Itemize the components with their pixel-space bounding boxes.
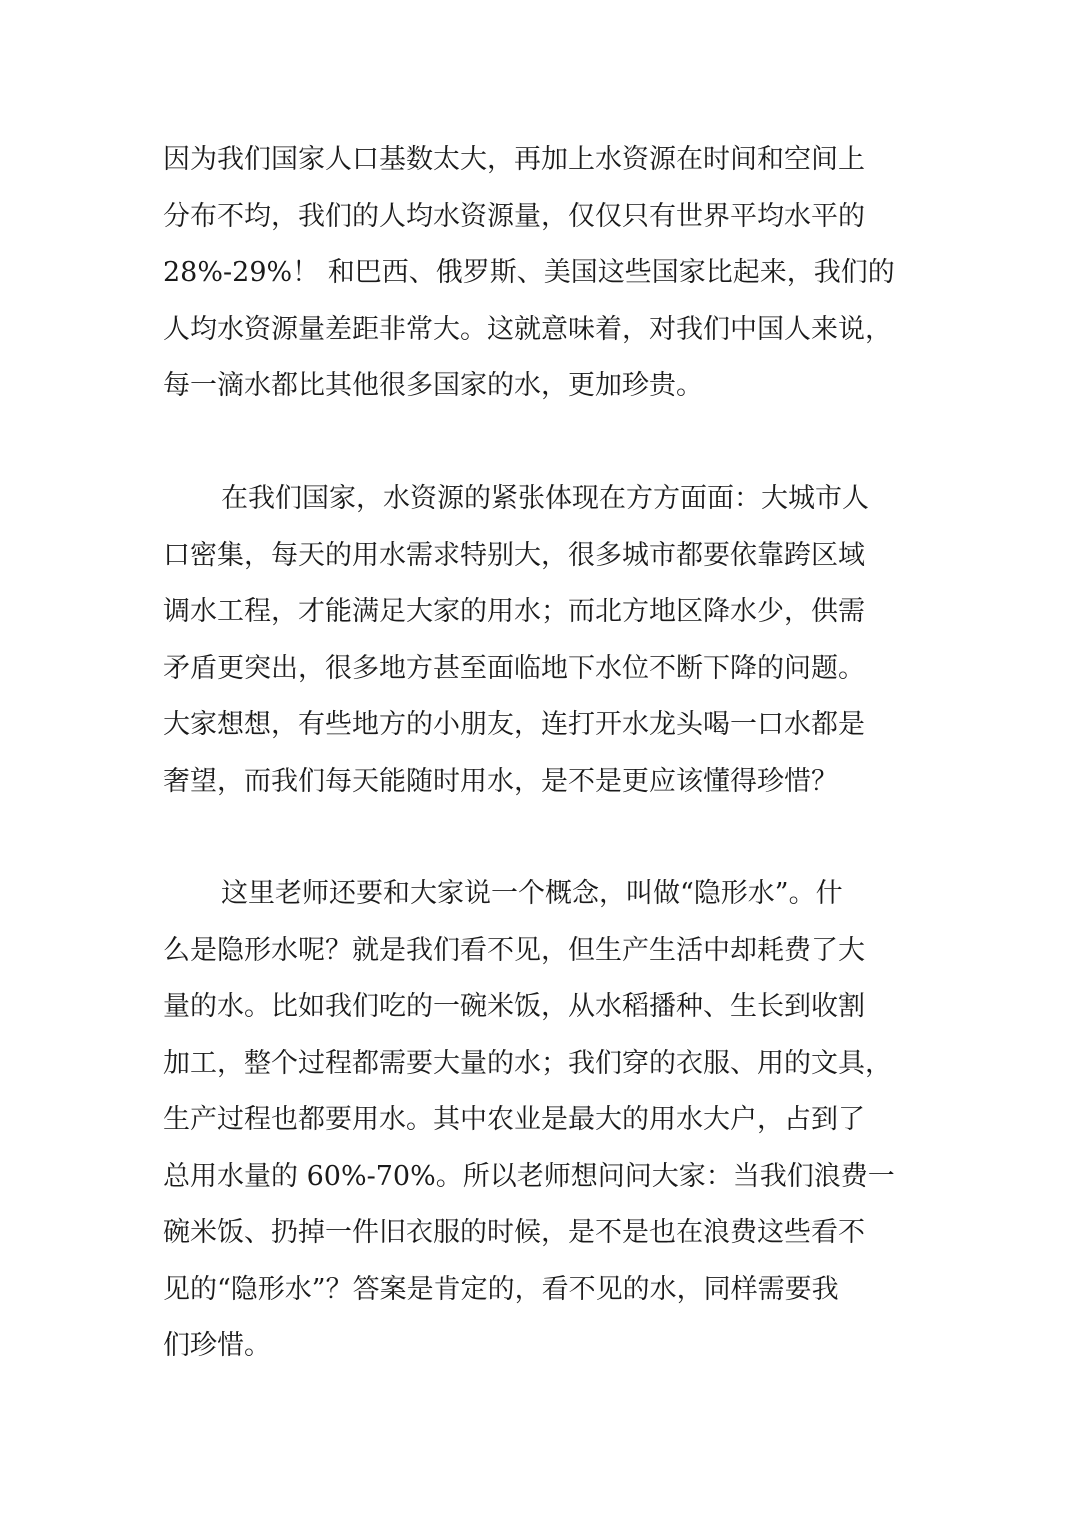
text-line: 这里老师还要和大家说一个概念，叫做“隐形水”。什 — [221, 878, 843, 909]
paragraph-invisible-water — [163, 866, 923, 1375]
text-line: 28%-29%！ 和巴西、俄罗斯、美国这些国家比起来，我们的 — [163, 257, 895, 288]
paragraph-water-shortage — [163, 471, 923, 810]
text-line: 大家想想，有些地方的小朋友，连打开水龙头喝一口水都是 — [163, 709, 865, 740]
text-line: 总用水量的 60%-70%。所以老师想问问大家：当我们浪费一 — [163, 1160, 895, 1192]
text-line: 每一滴水都比其他很多国家的水，更加珍贵。 — [163, 370, 703, 401]
paragraph-water-per-capita — [163, 132, 923, 415]
text-line: 奢望，而我们每天能随时用水，是不是更应该懂得珍惜？ — [163, 765, 838, 797]
text-line: 生产过程也都要用水。其中农业是最大的用水大户，占到了 — [163, 1104, 865, 1135]
text-line: 分布不均，我们的人均水资源量，仅仅只有世界平均水平的 — [163, 200, 865, 232]
text-line: 口密集，每天的用水需求特别大，很多城市都要依靠跨区域 — [163, 539, 865, 571]
text-line: 人均水资源量差距非常大。这就意味着，对我们中国人来说， — [163, 313, 892, 345]
text-line: 加工，整个过程都需要大量的水；我们穿的衣服、用的文具， — [163, 1047, 892, 1079]
text-line: 么是隐形水呢？就是我们看不见，但生产生活中却耗费了大 — [163, 934, 865, 966]
text-line: 因为我们国家人口基数太大，再加上水资源在时间和空间上 — [163, 144, 865, 175]
text-line: 调水工程，才能满足大家的用水；而北方地区降水少，供需 — [163, 596, 865, 627]
text-line: 在我们国家，水资源的紧张体现在方方面面：大城市人 — [221, 483, 869, 514]
text-line: 量的水。比如我们吃的一碗米饭，从水稻播种、生长到收割 — [163, 991, 865, 1022]
text-line: 见的“隐形水”？答案是肯定的，看不见的水，同样需要我 — [163, 1273, 839, 1305]
text-line: 矛盾更突出，很多地方甚至面临地下水位不断下降的问题。 — [163, 652, 865, 684]
text-line: 碗米饭、扔掉一件旧衣服的时候，是不是也在浪费这些看不 — [163, 1217, 865, 1248]
text-line: 们珍惜。 — [163, 1330, 271, 1361]
